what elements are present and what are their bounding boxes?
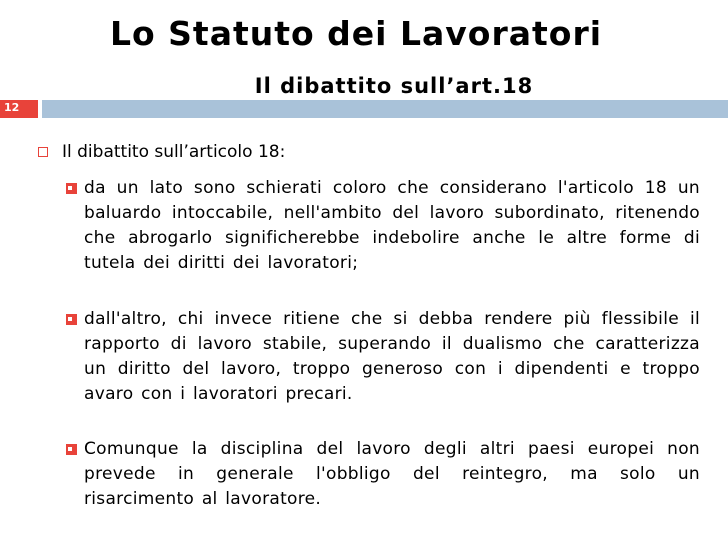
list-item — [66, 307, 700, 407]
slide-number: 12 — [4, 101, 20, 114]
bullet-text: dall'altro, chi invece ritiene che si debba rendere più flessibile il rapporto di lavoro stabile, superando il dualismo che caratterizza un diritto del lavoro, troppo generoso con i dipendenti e troppo avaro con i lavoratori precari. — [84, 309, 700, 404]
square-bullet-icon — [66, 444, 77, 455]
hollow-square-bullet-icon — [38, 147, 48, 157]
list-item — [66, 437, 700, 512]
square-bullet-icon — [66, 183, 77, 194]
square-bullet-icon — [66, 314, 77, 325]
slide-title: Lo Statuto dei Lavoratori — [109, 14, 603, 53]
bullet-text: Comunque la disciplina del lavoro degli altri paesi europei non prevede in generale l'obbligo del reintegro, ma solo un risarcimento al lavoratore. — [84, 439, 700, 509]
bullet-heading: Il dibattito sull’articolo 18: — [62, 142, 286, 162]
list-item — [66, 176, 700, 276]
level1-bullet — [38, 142, 285, 162]
slide-subtitle: Il dibattito sull’art.18 — [254, 74, 534, 98]
bullet-text: da un lato sono schierati coloro che considerano l'articolo 18 un baluardo intoccabile, nell'ambito del lavoro subordinato, ritenendo che abrogarlo significherebbe indebolire anche le altre forme di tutela dei diritti dei lavoratori; — [84, 178, 700, 273]
header-rule — [42, 100, 728, 118]
